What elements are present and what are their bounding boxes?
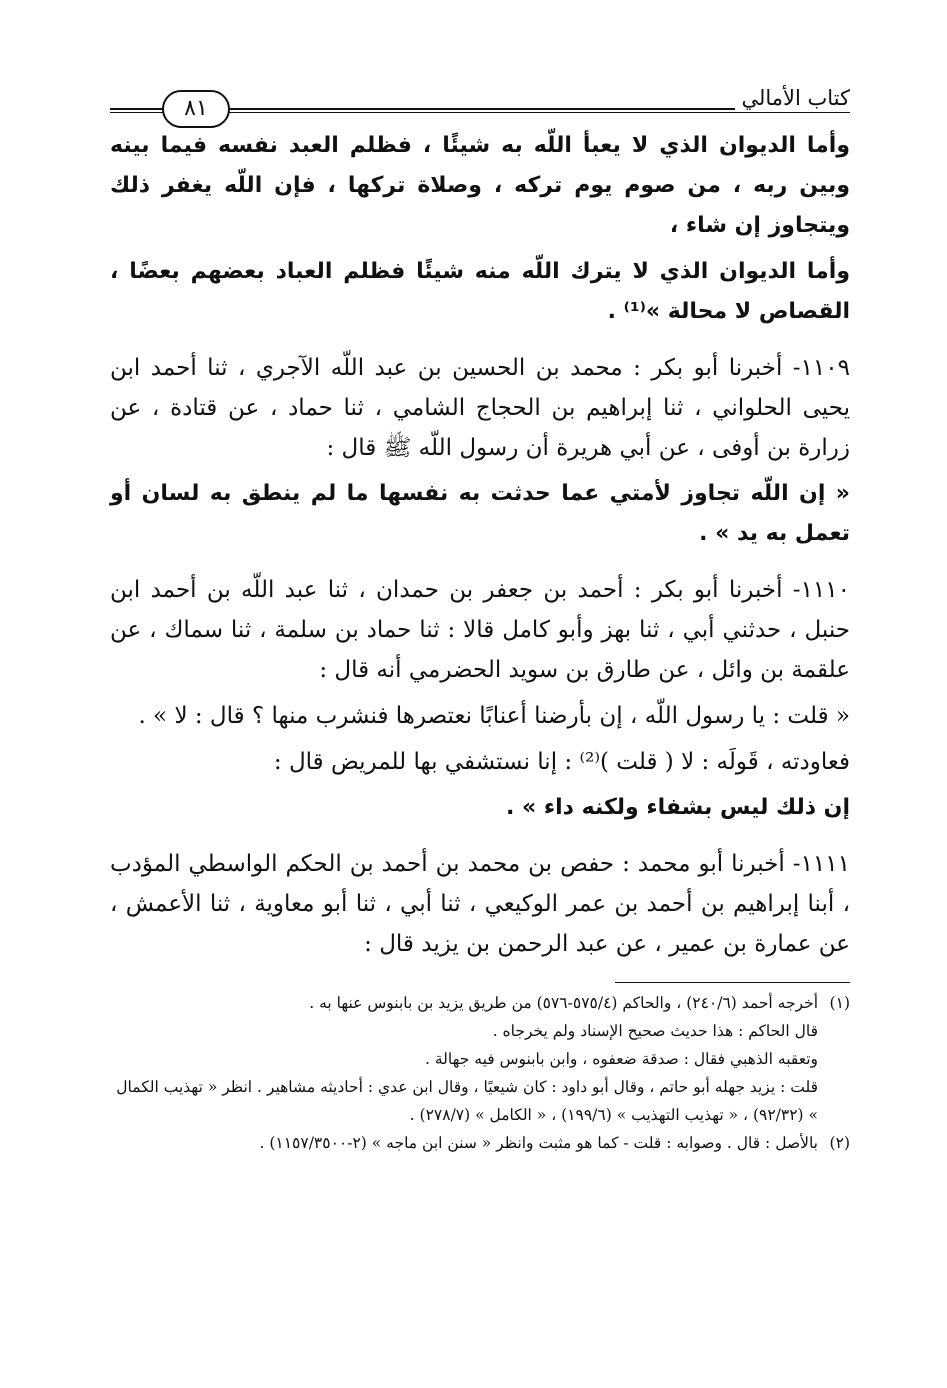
footnote-1-number: (١) <box>829 994 850 1012</box>
hadith-1110-answer: إن ذلك ليس بشفاء ولكنه داء » . <box>506 795 850 820</box>
page-number: ٨١ <box>162 90 230 128</box>
footnote-1-line-3: وتعقبه الذهبي فقال : صدقة ضعفوه ، وابن بابنوس فيه جهالة . <box>425 1050 818 1068</box>
book-title: كتاب الأمالي <box>735 86 850 110</box>
footnote-1-line-2: قال الحاكم : هذا حديث صحيح الإسناد ولم يخرجاه . <box>492 1022 818 1040</box>
hadith-1109-text: « إن اللّه تجاوز لأمتي عما حدثت به نفسها ما لم ينطق به لسان أو تعمل به يد » . <box>110 481 850 546</box>
footnote-1-line-1: أخرجه أحمد (٢٤٠/٦) ، والحاكم (٥٧٥/٤-٥٧٦) من طريق يزيد بن بابنوس عنها به . <box>309 994 818 1012</box>
book-page <box>110 86 850 1157</box>
paragraph-diwan-1: وأما الديوان الذي لا يعبأ اللّه به شيئًا ، فظلم العبد نفسه فيما بينه وبين ربه ، من صوم يوم تركه ، وصلاة تركها ، فإن اللّه يغفر ذلك ويتجاوز إن شاء ، <box>110 133 850 238</box>
paragraph-diwan-2: وأما الديوان الذي لا يترك اللّه منه شيئًا فظلم العباد بعضهم بعضًا ، القصاص لا محالة »⁽¹⁾ . <box>110 259 850 324</box>
hadith-1110-followup: فعاودته ، قَولَه : لا ( قلت )⁽²⁾ : إنا نستشفي بها للمريض قال : <box>273 749 850 775</box>
hadith-1109-isnad: ١١٠٩- أخبرنا أبو بكر : محمد بن الحسين بن عبد اللّه الآجري ، ثنا أحمد ابن يحيى الحلواني ، ثنا إبراهيم بن الحجاج الشامي ، ثنا حماد ، عن قتادة ، عن زرارة بن أوفى ، عن أبي هريرة أن رسول اللّه ﷺ قال : <box>110 355 850 461</box>
hadith-1110-question: « قلت : يا رسول اللّه ، إن بأرضنا أعنابًا نعتصرها فنشرب منها ؟ قال : لا » . <box>138 703 850 729</box>
footnotes <box>110 982 850 1157</box>
footnote-2 <box>110 1129 850 1157</box>
hadith-1110-isnad: ١١١٠- أخبرنا أبو بكر : أحمد بن جعفر بن حمدان ، ثنا عبد اللّه بن أحمد ابن حنبل ، حدثني أبي ، ثنا بهز وأبو كامل قالا : ثنا حماد بن سلمة ، ثنا سماك ، عن علقمة بن وائل ، عن طارق بن سويد الحضرمي أنه قال : <box>110 577 850 683</box>
footnote-2-line-1: بالأصل : قال . وصوابه : قلت - كما هو مثبت وانظر « سنن ابن ماجه » (٢-١١٥٧/٣٥٠٠) . <box>259 1134 818 1152</box>
footnote-rule <box>615 982 850 983</box>
footnote-1 <box>110 989 850 1017</box>
footnote-2-number: (٢) <box>829 1134 850 1152</box>
page-header <box>110 86 850 126</box>
footnote-1-line-4: قلت : يزيد جهله أبو حاتم ، وقال أبو داود : كان شيعيًا ، وقال ابن عدي : أحاديثه مشاهير . انظر « تهذيب الكمال » (٩٢/٣٢) ، « تهذيب التهذيب » (١٩٩/٦) ، « الكامل » (٢٧٨/٧) . <box>116 1078 818 1124</box>
hadith-1111-isnad: ١١١١- أخبرنا أبو محمد : حفص بن محمد بن أحمد بن الحكم الواسطي المؤدب ، أبنا إبراهيم بن أحمد بن عمر الوكيعي ، ثنا أبي ، ثنا أبو معاوية ، ثنا الأعمش ، عن عمارة بن عمير ، عن عبد الرحمن بن يزيد قال : <box>110 851 850 957</box>
